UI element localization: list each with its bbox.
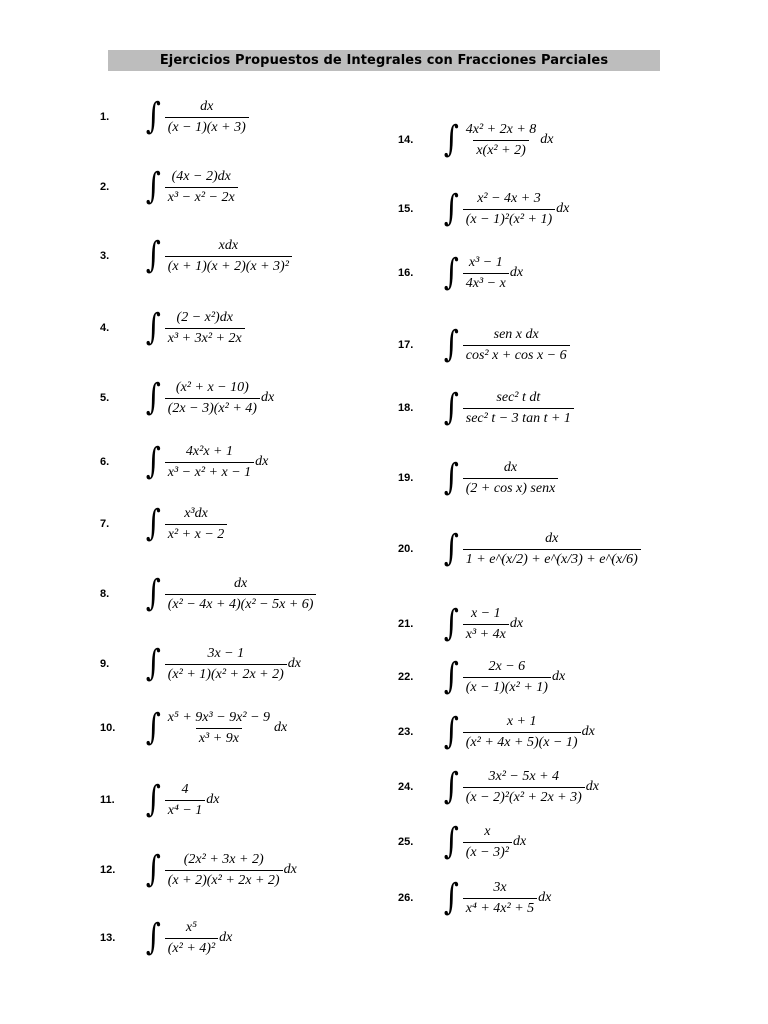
exercise-number: 23. — [398, 726, 414, 738]
integral-expression — [442, 119, 554, 160]
integrand-fraction — [165, 710, 273, 747]
differential: dx — [509, 265, 524, 280]
exercise-item — [398, 527, 642, 571]
exercise-item — [100, 848, 297, 892]
integrand-fraction — [165, 169, 238, 206]
integral-expression — [144, 849, 297, 890]
fraction-numerator: dx — [503, 459, 518, 475]
differential: dx — [219, 930, 233, 945]
fraction-numerator: (4x − 2)dx — [171, 168, 231, 184]
integral-sign: ∫ — [145, 166, 161, 207]
integrand-fraction — [165, 646, 287, 683]
fraction-numerator: 3x − 1 — [207, 645, 245, 661]
integral-sign: ∫ — [443, 457, 459, 498]
fraction-numerator: x³ − 1 — [468, 254, 503, 270]
integrand-fraction — [463, 880, 537, 917]
integrand-fraction — [463, 531, 641, 568]
fraction-numerator: x³dx — [184, 505, 208, 521]
exercise-item — [100, 916, 232, 960]
fraction-numerator: 4x²x + 1 — [185, 443, 233, 459]
fraction-denominator: (x − 3)² — [463, 842, 512, 861]
integral-sign: ∫ — [145, 96, 161, 137]
exercise-item — [398, 765, 599, 809]
exercise-number: 6. — [100, 456, 110, 468]
integral-expression — [442, 711, 595, 752]
differential: dx — [255, 454, 269, 469]
fraction-numerator: 3x² − 5x + 4 — [488, 768, 560, 784]
fraction-denominator: x⁴ + 4x² + 5 — [463, 898, 537, 917]
integral-sign: ∫ — [145, 573, 161, 614]
exercise-number: 11. — [100, 794, 115, 806]
integral-sign: ∫ — [443, 603, 459, 644]
fraction-numerator: 4x² + 2x + 8 — [465, 121, 537, 137]
fraction-denominator: 4x³ − x — [463, 273, 509, 292]
exercise-item — [100, 502, 228, 546]
integrand-fraction — [165, 238, 292, 275]
differential: dx — [274, 720, 288, 735]
integrand-fraction — [463, 769, 585, 806]
integrand-fraction — [463, 255, 509, 292]
integral-expression — [144, 307, 246, 348]
fraction-numerator: (x² + x − 10) — [175, 379, 249, 395]
integral-sign: ∫ — [145, 503, 161, 544]
integrand-fraction — [165, 99, 249, 136]
integral-sign: ∫ — [145, 377, 161, 418]
exercise-number: 25. — [398, 836, 414, 848]
fraction-numerator: 3x — [493, 879, 507, 895]
fraction-denominator: x³ + 3x² + 2x — [165, 328, 245, 347]
integral-expression — [442, 821, 527, 862]
integral-sign: ∫ — [443, 119, 459, 160]
integrand-fraction — [165, 782, 206, 819]
integrand-fraction — [165, 506, 228, 543]
exercise-item — [100, 440, 268, 484]
integrand-fraction — [463, 390, 574, 427]
differential: dx — [283, 862, 297, 877]
exercise-item — [100, 165, 239, 209]
integral-expression — [144, 377, 275, 418]
integrand-fraction — [165, 920, 218, 957]
integral-expression — [144, 573, 317, 614]
differential: dx — [556, 201, 570, 216]
integral-expression — [144, 917, 233, 958]
integral-sign: ∫ — [443, 656, 459, 697]
integrand-fraction — [463, 191, 555, 228]
exercise-item — [100, 376, 274, 420]
integral-expression — [442, 324, 571, 365]
integral-sign: ∫ — [443, 324, 459, 365]
exercise-item — [398, 602, 523, 646]
integrand-fraction — [165, 310, 245, 347]
integral-sign: ∫ — [443, 528, 459, 569]
differential: dx — [512, 834, 527, 849]
integral-expression — [442, 387, 575, 428]
differential: dx — [260, 390, 275, 405]
integral-expression — [442, 188, 570, 229]
differential: dx — [509, 616, 524, 631]
exercise-item — [100, 706, 287, 750]
integral-expression — [144, 643, 302, 684]
exercise-number: 8. — [100, 588, 110, 600]
integrand-fraction — [463, 824, 512, 861]
fraction-numerator: 4 — [181, 781, 189, 797]
fraction-denominator: (x² − 4x + 4)(x² − 5x + 6) — [165, 594, 317, 613]
integral-sign: ∫ — [443, 252, 459, 293]
fraction-numerator: x − 1 — [470, 605, 501, 621]
fraction-denominator: x³ − x² − 2x — [165, 187, 238, 206]
exercise-item — [398, 251, 523, 295]
fraction-numerator: dx — [234, 575, 248, 591]
fraction-denominator: x³ + 4x — [463, 624, 509, 643]
fraction-denominator: x(x² + 2) — [473, 140, 528, 159]
exercise-number: 20. — [398, 543, 414, 555]
fraction-denominator: (x² + 4)² — [165, 938, 218, 957]
integral-expression — [144, 235, 293, 276]
integrand-fraction — [463, 606, 509, 643]
integral-expression — [442, 766, 600, 807]
integral-sign: ∫ — [145, 849, 161, 890]
exercise-item — [398, 710, 595, 754]
exercise-item — [398, 655, 565, 699]
fraction-numerator: x⁵ + 9x³ − 9x² − 9 — [167, 709, 271, 725]
exercise-item — [398, 876, 551, 920]
exercise-item — [398, 386, 575, 430]
integral-sign: ∫ — [443, 877, 459, 918]
exercise-item — [398, 323, 571, 367]
integrand-fraction — [165, 852, 283, 889]
integrand-fraction — [165, 576, 317, 613]
exercise-number: 22. — [398, 671, 414, 683]
fraction-denominator: (x + 1)(x + 2)(x + 3)² — [165, 256, 292, 275]
integral-expression — [144, 441, 269, 482]
fraction-denominator: (x − 2)²(x² + 2x + 3) — [463, 787, 585, 806]
exercise-number: 10. — [100, 722, 116, 734]
integral-expression — [442, 603, 524, 644]
differential: dx — [206, 792, 220, 807]
exercise-item — [100, 306, 246, 350]
integral-expression — [144, 707, 288, 748]
exercise-number: 2. — [100, 181, 110, 193]
integral-sign: ∫ — [145, 441, 161, 482]
exercise-item — [100, 642, 301, 686]
fraction-numerator: 2x − 6 — [488, 658, 526, 674]
fraction-denominator: x² + x − 2 — [165, 524, 228, 543]
fraction-denominator: (x² + 4x + 5)(x − 1) — [463, 732, 581, 751]
integrand-fraction — [463, 659, 551, 696]
integral-expression — [144, 779, 220, 820]
exercise-item — [100, 572, 317, 616]
exercise-number: 26. — [398, 892, 414, 904]
fraction-numerator: x² − 4x + 3 — [477, 190, 541, 206]
exercise-item — [398, 118, 554, 162]
integral-expression — [144, 166, 239, 207]
differential: dx — [538, 890, 552, 905]
integral-expression — [442, 528, 642, 569]
exercise-item — [398, 456, 559, 500]
exercise-number: 16. — [398, 267, 414, 279]
exercise-number: 4. — [100, 322, 110, 334]
exercise-number: 13. — [100, 932, 116, 944]
integral-expression — [144, 503, 228, 544]
fraction-denominator: x³ − x² + x − 1 — [165, 462, 254, 481]
exercise-number: 19. — [398, 472, 414, 484]
fraction-numerator: sen x dx — [493, 326, 539, 342]
fraction-denominator: x⁴ − 1 — [165, 800, 206, 819]
integral-expression — [442, 457, 559, 498]
fraction-denominator: (x − 1)(x + 3) — [165, 117, 249, 136]
integral-sign: ∫ — [145, 917, 161, 958]
fraction-numerator: dx — [545, 530, 559, 546]
exercise-number: 1. — [100, 111, 110, 123]
exercise-number: 17. — [398, 339, 414, 351]
integral-sign: ∫ — [443, 188, 459, 229]
exercise-number: 12. — [100, 864, 116, 876]
integral-sign: ∫ — [443, 387, 459, 428]
fraction-denominator: (x² + 1)(x² + 2x + 2) — [165, 664, 287, 683]
fraction-numerator: (2x² + 3x + 2) — [183, 851, 264, 867]
integral-sign: ∫ — [443, 821, 459, 862]
fraction-denominator: 1 + e^(x/2) + e^(x/3) + e^(x/6) — [463, 549, 641, 568]
integral-sign: ∫ — [443, 766, 459, 807]
differential: dx — [581, 724, 595, 739]
integral-sign: ∫ — [145, 707, 161, 748]
exercise-number: 15. — [398, 203, 414, 215]
fraction-numerator: x — [484, 823, 491, 839]
fraction-numerator: sec² t dt — [496, 389, 541, 405]
integral-sign: ∫ — [443, 711, 459, 752]
fraction-numerator: (2 − x²)dx — [176, 309, 233, 325]
exercise-number: 5. — [100, 392, 110, 404]
differential: dx — [551, 669, 566, 684]
exercise-number: 3. — [100, 250, 110, 262]
fraction-denominator: (2 + cos x) senx — [463, 478, 559, 497]
worksheet-title: Ejercicios Propuestos de Integrales con Fracciones Parciales — [108, 50, 660, 71]
integral-expression — [442, 877, 552, 918]
integral-expression — [144, 96, 250, 137]
integral-sign: ∫ — [145, 235, 161, 276]
exercise-number: 24. — [398, 781, 414, 793]
exercise-number: 9. — [100, 658, 110, 670]
integral-sign: ∫ — [145, 307, 161, 348]
exercise-item — [100, 778, 220, 822]
integrand-fraction — [463, 460, 559, 497]
integrand-fraction — [165, 444, 254, 481]
differential: dx — [540, 132, 554, 147]
fraction-numerator: dx — [200, 98, 214, 114]
exercise-number: 14. — [398, 134, 414, 146]
differential: dx — [585, 779, 600, 794]
fraction-denominator: (x − 1)(x² + 1) — [463, 677, 551, 696]
fraction-denominator: cos² x + cos x − 6 — [463, 345, 570, 364]
integral-sign: ∫ — [145, 779, 161, 820]
integrand-fraction — [463, 327, 570, 364]
exercise-item — [100, 234, 293, 278]
integrand-fraction — [165, 380, 260, 417]
fraction-numerator: xdx — [218, 237, 239, 253]
fraction-denominator: x³ + 9x — [196, 728, 242, 747]
integral-expression — [442, 252, 524, 293]
fraction-denominator: (2x − 3)(x² + 4) — [165, 398, 260, 417]
integral-expression — [442, 656, 566, 697]
fraction-denominator: (x − 1)²(x² + 1) — [463, 209, 555, 228]
fraction-numerator: x⁵ — [185, 919, 197, 935]
fraction-numerator: x + 1 — [506, 713, 537, 729]
differential: dx — [287, 656, 302, 671]
exercise-number: 21. — [398, 618, 414, 630]
exercise-number: 18. — [398, 402, 414, 414]
exercise-item — [398, 187, 569, 231]
exercise-item — [100, 95, 250, 139]
integrand-fraction — [463, 714, 581, 751]
fraction-denominator: (x + 2)(x² + 2x + 2) — [165, 870, 283, 889]
exercise-number: 7. — [100, 518, 110, 530]
integral-sign: ∫ — [145, 643, 161, 684]
exercise-item — [398, 820, 526, 864]
integrand-fraction — [463, 122, 540, 159]
fraction-denominator: sec² t − 3 tan t + 1 — [463, 408, 574, 427]
